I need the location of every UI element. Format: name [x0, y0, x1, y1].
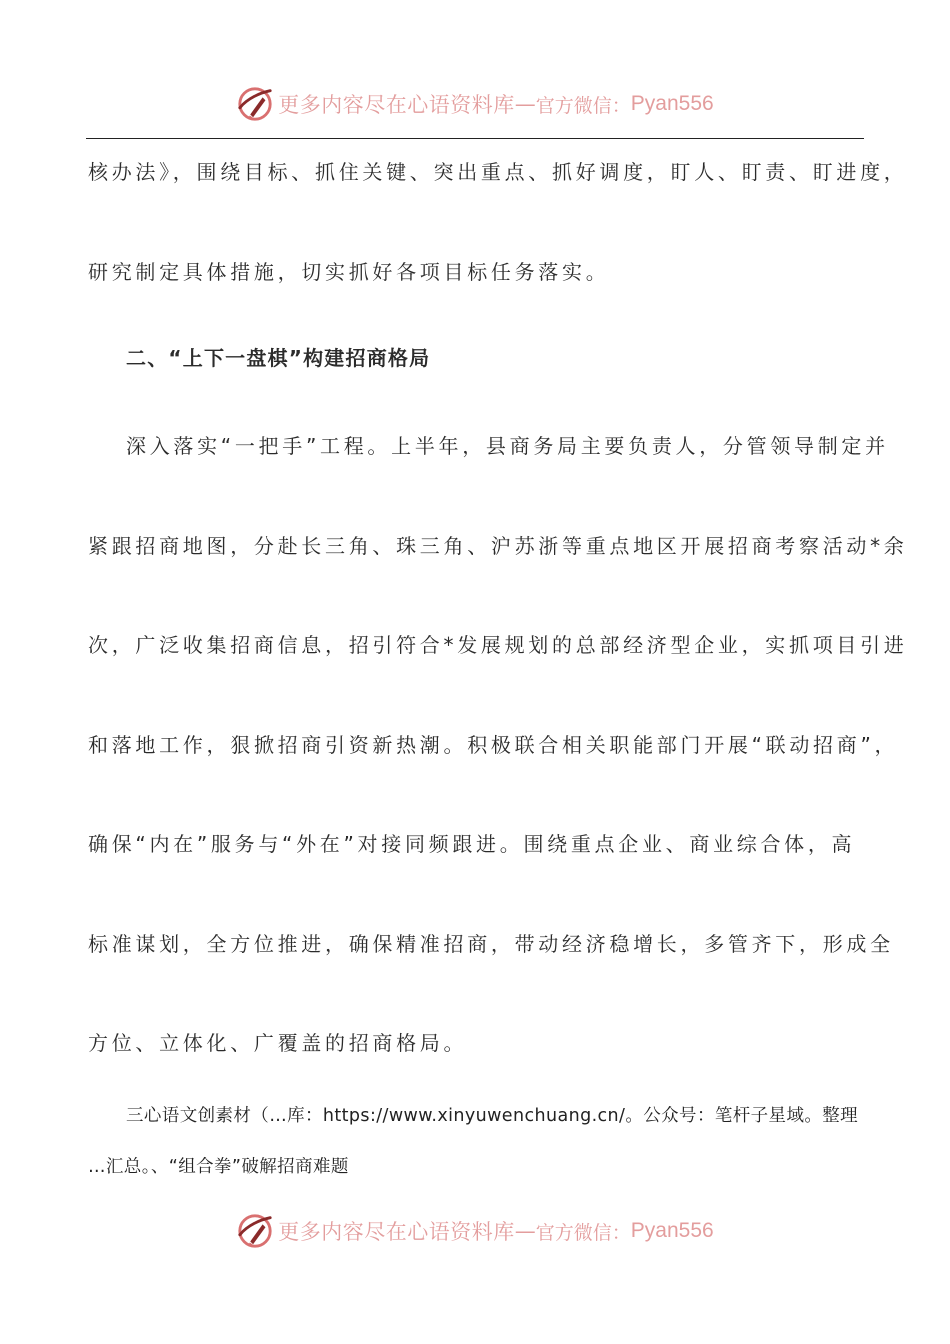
- footnote-line: …汇总。、“组合拳”破解招商难题: [88, 1157, 349, 1177]
- pen-logo-icon: [236, 1212, 274, 1250]
- paragraph-line: 标准谋划，全方位推进，确保精准招商，带动经济稳增长，多管齐下，形成全: [88, 932, 894, 956]
- banner-wechat-label: 官方微信：: [535, 94, 631, 117]
- banner-text: 更多内容尽在心语资料库: [278, 1220, 515, 1244]
- body-line: 研究制定具体措施，切实抓好各项目标任务落实。: [88, 260, 610, 284]
- paragraph-line: 确保“内在”服务与“外在”对接同频跟进。围绕重点企业、商业综合体，高: [88, 832, 856, 856]
- paragraph-line: 方位、立体化、广覆盖的招商格局。: [88, 1031, 468, 1055]
- footer-banner: [0, 1207, 950, 1255]
- paragraph-line: 次，广泛收集招商信息，招引符合*发展规划的总部经济型企业，实抓项目引进: [88, 633, 908, 657]
- banner-dash: —: [514, 1219, 536, 1243]
- footnote-line: 三心语文创素材（…库：https://www.xinyuwenchuang.cn/。公众号：笔杆子星域。整理: [126, 1106, 859, 1126]
- header-divider: [86, 138, 864, 139]
- section-heading: 二、“上下一盘棋”构建招商格局: [126, 346, 431, 370]
- banner-text: 更多内容尽在心语资料库: [278, 93, 515, 117]
- body-line: 核办法》，围绕目标、抓住关键、突出重点、抓好调度，盯人、盯责、盯进度，: [88, 160, 908, 184]
- paragraph-line: 和落地工作，狠掀招商引资新热潮。积极联合相关职能部门开展“联动招商”，: [88, 733, 899, 757]
- paragraph-line: 深入落实“一把手”工程。上半年，县商务局主要负责人，分管领导制定并: [126, 434, 889, 458]
- header-banner: [0, 80, 950, 128]
- pen-logo-icon: [236, 85, 274, 123]
- banner-wechat-id: Pyan556: [630, 1219, 714, 1242]
- banner-dash: —: [514, 92, 536, 116]
- banner-wechat-id: Pyan556: [630, 92, 714, 115]
- banner-wechat-label: 官方微信：: [535, 1221, 631, 1244]
- paragraph-line: 紧跟招商地图，分赴长三角、珠三角、沪苏浙等重点地区开展招商考察活动*余: [88, 534, 908, 558]
